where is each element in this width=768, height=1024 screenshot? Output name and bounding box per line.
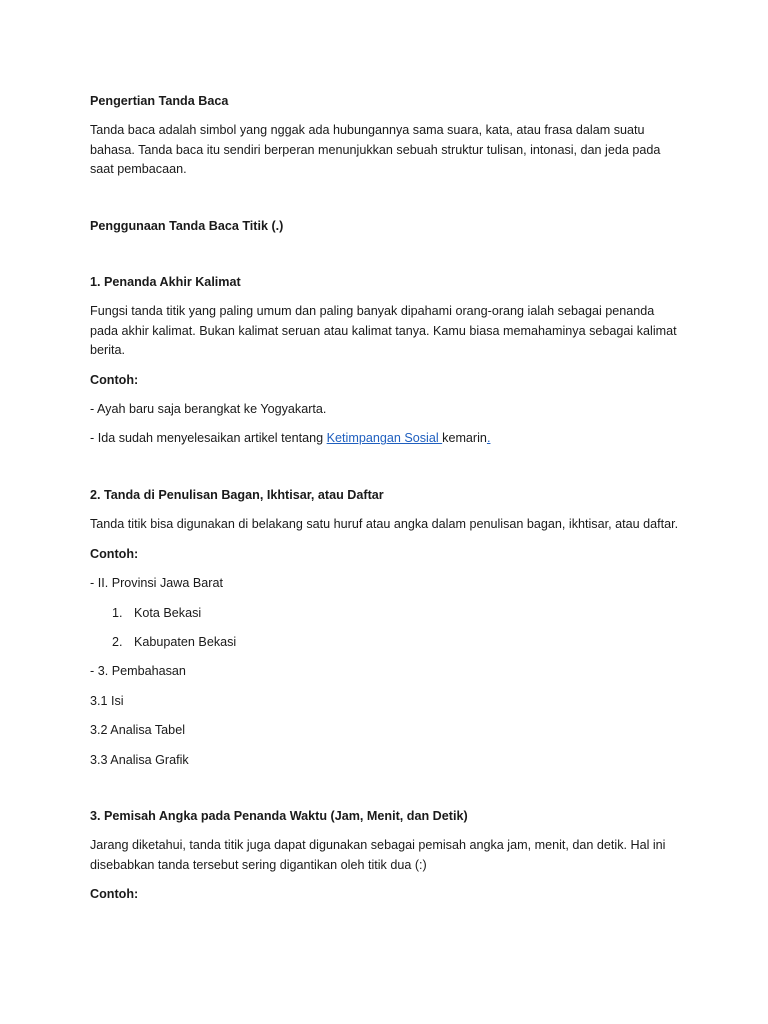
subsection-1-example-1: - Ayah baru saja berangkat ke Yogyakarta. — [90, 402, 327, 417]
example-2-suffix: kemarin — [442, 431, 487, 446]
subsection-1-text: Fungsi tanda titik yang paling umum dan paling banyak dipahami orang-orang ialah sebagai penanda pada akhir kalimat. Bukan kalimat seruan atau kalimat tanya. Kamu biasa memahaminya sebagai kalimat berita. — [90, 304, 677, 358]
subsection-1-heading: 1. Penanda Akhir Kalimat — [90, 275, 241, 290]
list-line-analisa-tabel: 3.2 Analisa Tabel — [90, 723, 185, 738]
example-2-prefix: - Ida sudah menyelesaikan artikel tentang — [90, 431, 327, 446]
spacer — [90, 246, 680, 273]
intro-paragraph: Tanda baca adalah simbol yang nggak ada hubungannya sama suara, kata, atau frasa dalam suatu bahasa. Tanda baca itu sendiri berperan menunjukkan sebuah struktur tulisan, intonasi, dan jeda pada saat pembacaan. — [90, 123, 661, 177]
period-link[interactable]: . — [486, 431, 491, 446]
ketimpangan-sosial-link[interactable]: Ketimpangan Sosial — [326, 431, 443, 446]
list-line-analisa-grafik: 3.3 Analisa Grafik — [90, 752, 189, 767]
list-number: 1. — [112, 605, 123, 620]
subsection-3-text: Jarang diketahui, tanda titik juga dapat digunakan sebagai pemisah angka jam, menit, dan detik. Hal ini disebabkan tanda tersebut sering digantikan oleh titik dua (:) — [90, 838, 666, 872]
list-item-label: Kabupaten Bekasi — [134, 634, 237, 649]
list-item-label: Kota Bekasi — [134, 605, 202, 620]
subsection-3-heading: 3. Pemisah Angka pada Penanda Waktu (Jam, Menit, dan Detik) — [90, 808, 468, 823]
list-line-provinsi: - II. Provinsi Jawa Barat — [90, 576, 223, 591]
spacer — [90, 780, 680, 807]
spacer — [90, 190, 680, 217]
subsection-2-heading: 2. Tanda di Penulisan Bagan, Ikhtisar, atau Daftar — [90, 487, 384, 502]
numbered-list-item — [90, 604, 680, 623]
subsection-2-contoh-label: Contoh: — [90, 546, 139, 561]
subsection-1-contoh-label: Contoh: — [90, 372, 139, 387]
numbered-list-item — [90, 633, 680, 652]
subsection-1-example-2 — [90, 429, 680, 448]
subsection-2-text: Tanda titik bisa digunakan di belakang satu huruf atau angka dalam penulisan bagan, ikhtisar, atau daftar. — [90, 517, 679, 532]
list-number: 2. — [112, 634, 123, 649]
document-title: Pengertian Tanda Baca — [90, 94, 229, 108]
section-heading: Penggunaan Tanda Baca Titik (.) — [90, 218, 284, 233]
list-line-pembahasan: - 3. Pembahasan — [90, 664, 186, 679]
spacer — [90, 459, 680, 486]
subsection-3-contoh-label: Contoh: — [90, 887, 139, 902]
document-body — [90, 92, 680, 915]
list-line-isi: 3.1 Isi — [90, 693, 124, 708]
